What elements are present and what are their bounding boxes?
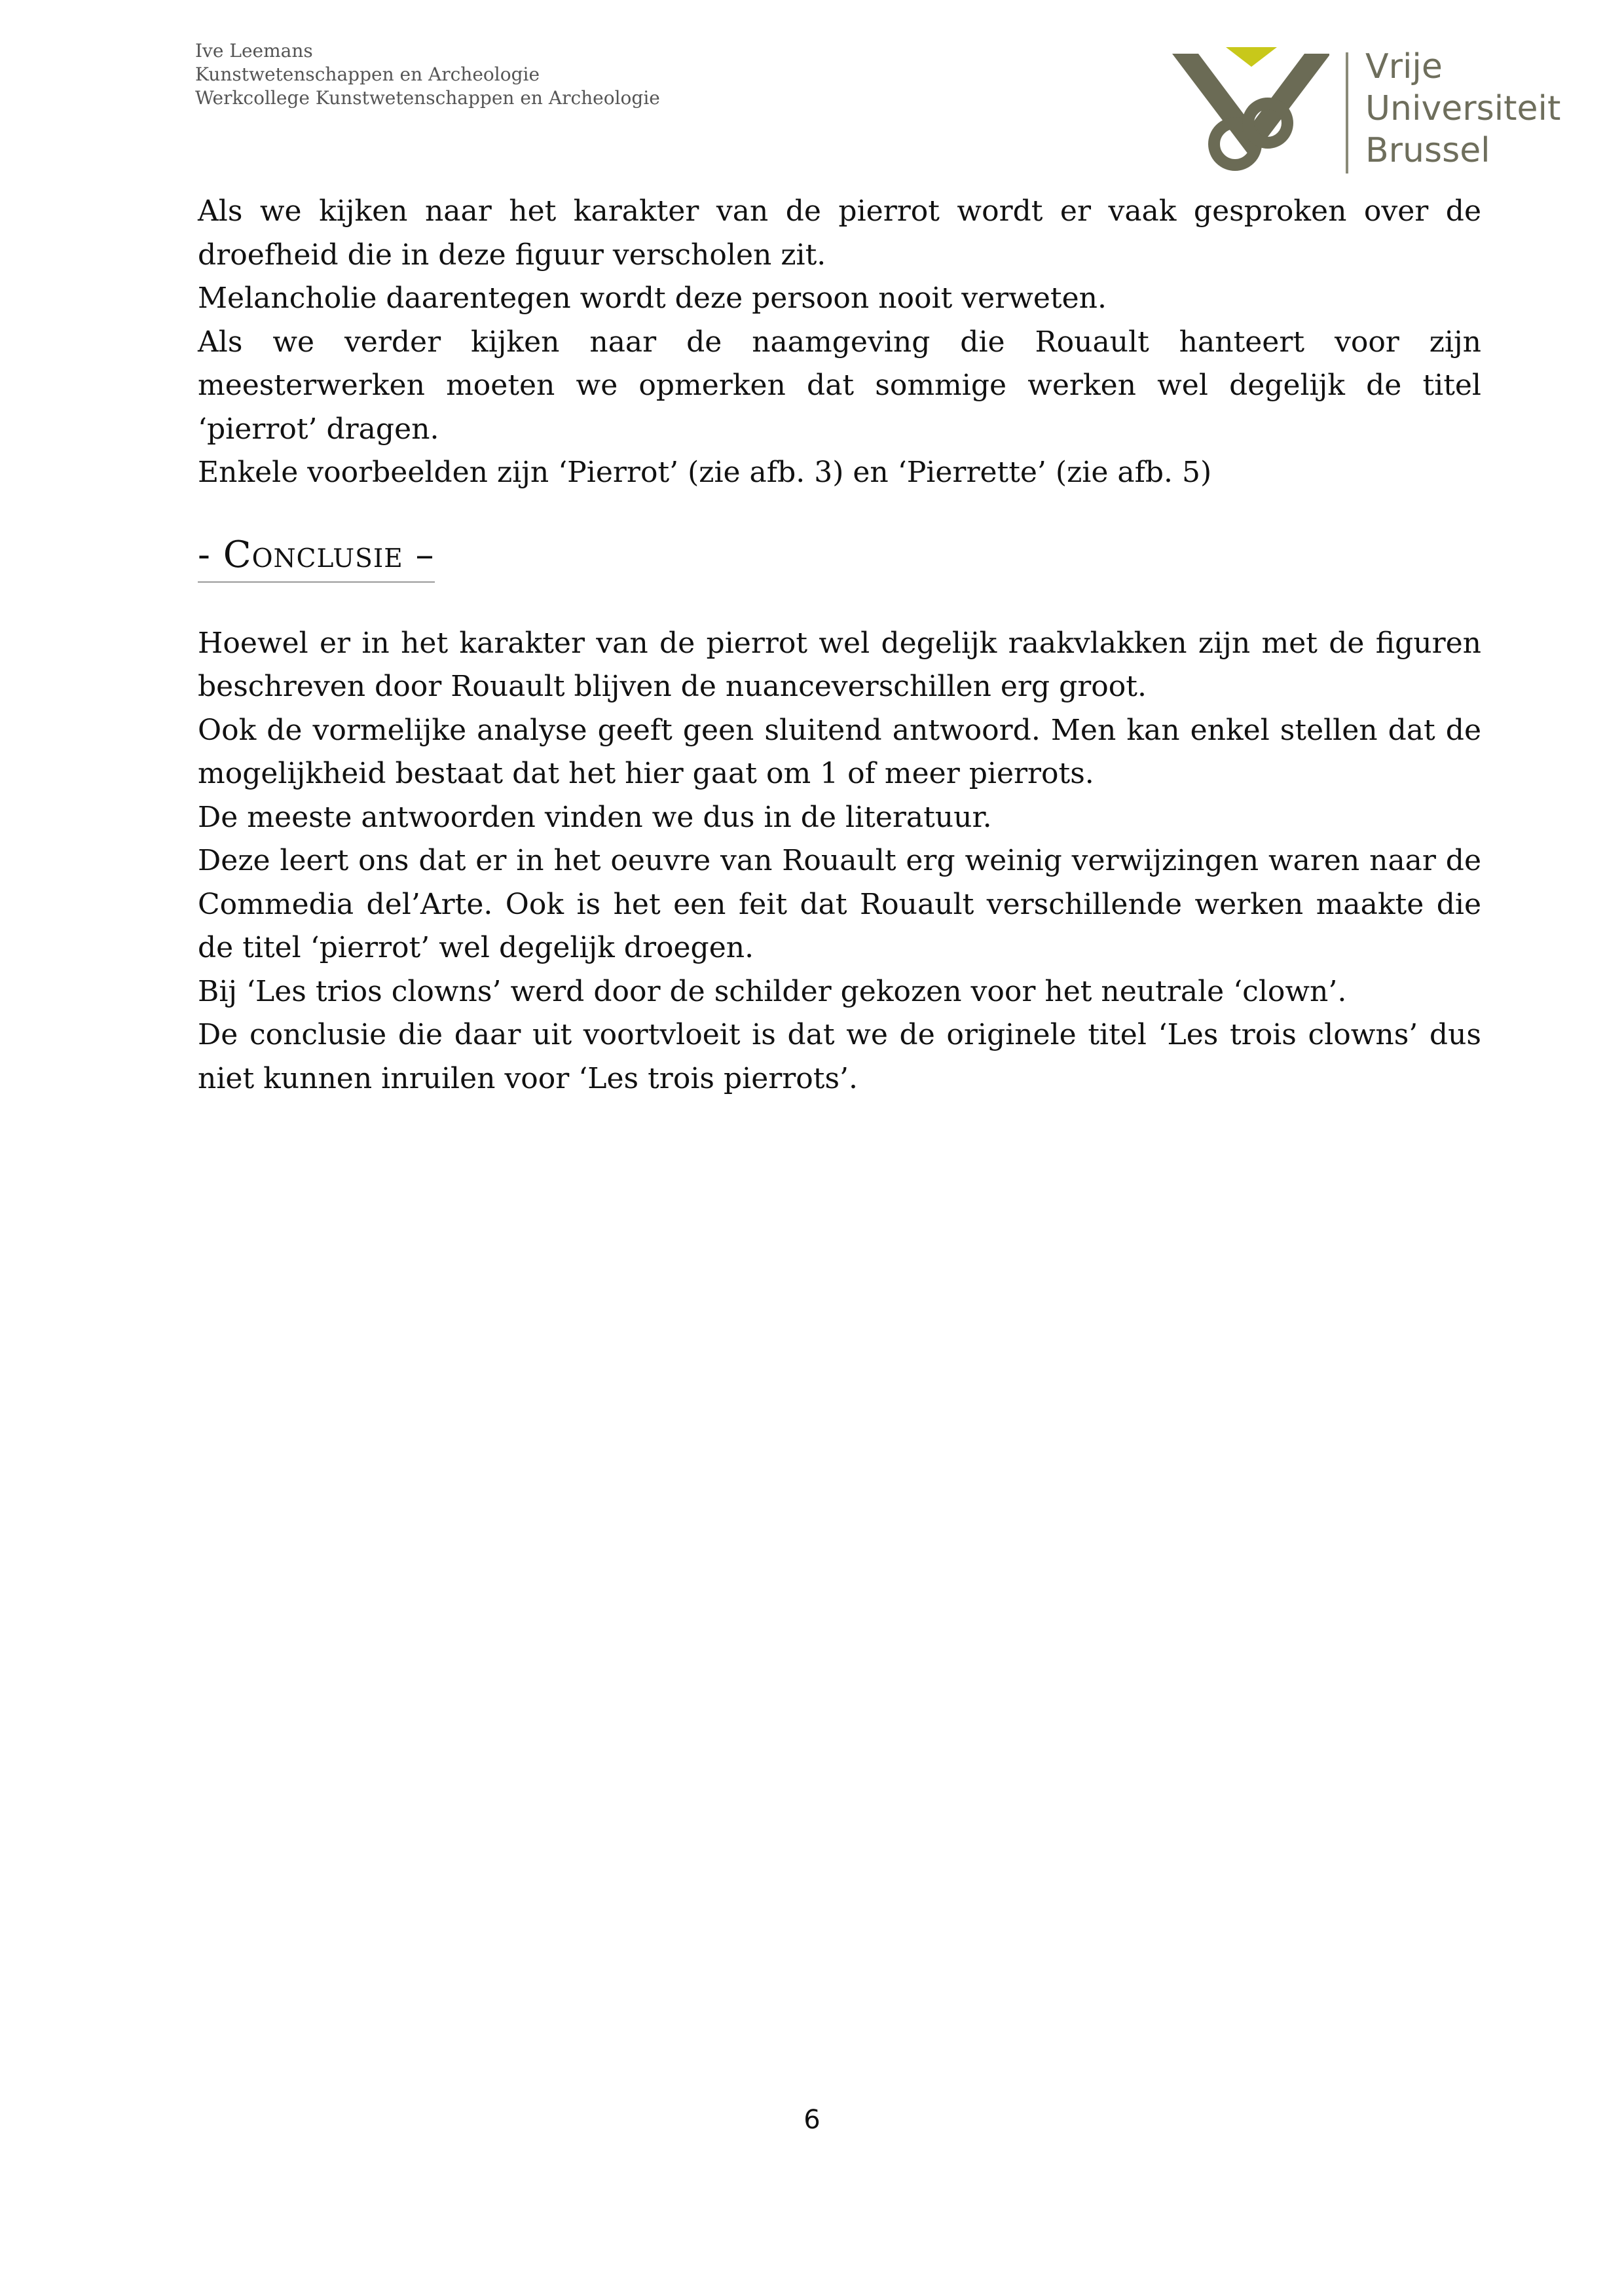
body-paragraph: Ook de vormelijke analyse geeft geen sluitend antwoord. Men kan enkel stellen dat de mogelijkheid bestaat dat het hier gaat om 1 of meer pierrots. [198, 713, 1481, 790]
logo-line-brussel: Brussel [1365, 131, 1490, 170]
body-paragraph: De meeste antwoorden vinden we dus in de literatuur. [198, 800, 992, 834]
course-name: Werkcollege Kunstwetenschappen en Archeologie [195, 87, 660, 109]
vub-emblem-icon [1172, 46, 1329, 177]
document-body [198, 190, 1481, 1101]
logo-wordmark [1365, 46, 1560, 172]
university-logo [1172, 46, 1578, 177]
logo-divider [1346, 52, 1348, 173]
body-paragraph: Bij ‘Les trios clowns’ werd door de schilder gekozen voor het neutrale ‘clown’. [198, 974, 1347, 1008]
body-paragraph: Als we verder kijken naar de naamgeving die Rouault hanteert voor zijn meesterwerken moeten we opmerken dat sommige werken wel degelijk de titel ‘pierrot’ dragen. [198, 325, 1481, 446]
body-paragraph: De conclusie die daar uit voortvloeit is dat we de originele titel ‘Les trois clowns’ dus niet kunnen inruilen voor ‘Les trois pierrots’. [198, 1018, 1481, 1095]
logo-line-universiteit: Universiteit [1365, 89, 1561, 128]
page-number: 6 [803, 2105, 821, 2135]
document-header [195, 39, 660, 110]
body-paragraph: Melancholie daarentegen wordt deze persoon nooit verweten. [198, 282, 1107, 315]
body-paragraph: Als we kijken naar het karakter van de pierrot wordt er vaak gesproken over de droefheid die in deze figuur verscholen zit. [198, 194, 1481, 272]
author-name: Ive Leemans [195, 40, 313, 62]
body-paragraph: Deze leert ons dat er in het oeuvre van Rouault erg weinig verwijzingen waren naar de Commedia del’Arte. Ook is het een feit dat Rouault verschillende werken maakte die de titel ‘pierrot’ wel degelijk droegen. [198, 844, 1481, 964]
department-name: Kunstwetenschappen en Archeologie [195, 64, 540, 85]
logo-line-vrije: Vrije [1365, 47, 1443, 86]
body-paragraph: Hoewel er in het karakter van de pierrot wel degelijk raakvlakken zijn met de figuren beschreven door Rouault blijven de nuanceverschillen erg groot. [198, 626, 1481, 703]
section-heading-conclusie: - Conclusie – [198, 532, 435, 583]
body-paragraph: Enkele voorbeelden zijn ‘Pierrot’ (zie afb. 3) en ‘Pierrette’ (zie afb. 5) [198, 456, 1212, 489]
